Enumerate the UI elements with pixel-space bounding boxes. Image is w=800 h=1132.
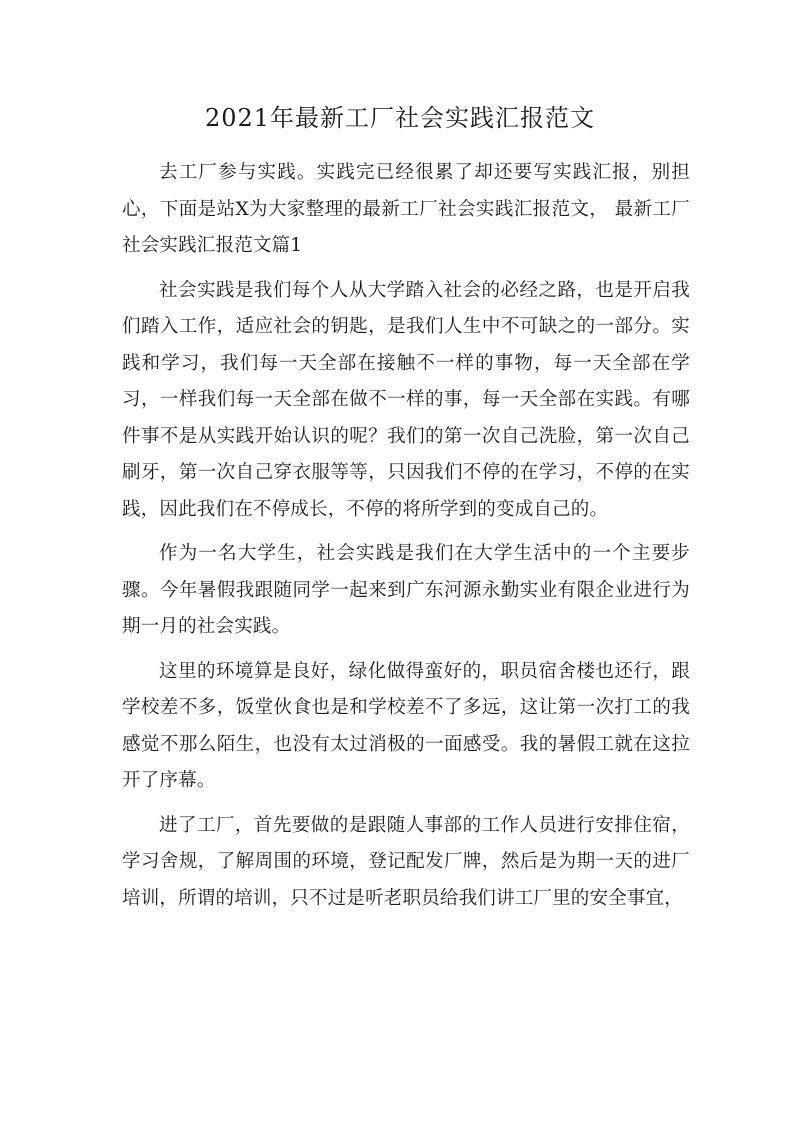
paragraph-entering-factory: 进了工厂，首先要做的是跟随人事部的工作人员进行安排住宿，学习舍规，了解周围的环境，登记配发厂牌，然后是为期一天的进厂培训，所谓的培训，只不过是听老职员给我们讲工厂里的安全事宜， — [122, 814, 690, 909]
document-title: 2021年最新工厂社会实践汇报范文 — [204, 104, 596, 132]
paragraph-environment: 这里的环境算是良好，绿化做得蛮好的，职员宿舍楼也还行，跟学校差不多，饭堂伙食也是和学校差不了多远，这让第一次打工的我感觉不那么陌生，也没有太过消极的一面感受。我的暑假工就在这拉开了序幕。 — [122, 660, 690, 791]
document-body — [122, 155, 690, 925]
paragraph-intro: 去工厂参与实践。实践完已经很累了却还要写实践汇报，别担心，下面是站X为大家整理的最新工厂社会实践汇报范文， 最新工厂社会实践汇报范文篇1 — [122, 162, 690, 256]
paragraph-student-role: 作为一名大学生，社会实践是我们在大学生活中的一个主要步骤。今年暑假我跟随同学一起来到广东河源永勤实业有限企业进行为期一月的社会实践。 — [122, 543, 690, 637]
paragraph-social-practice: 社会实践是我们每个人从大学踏入社会的必经之路，也是开启我们踏入工作，适应社会的钥匙，是我们人生中不可缺之的一部分。实践和学习，我们每一天全部在接触不一样的事物，每一天全部在学习，一样我们每一天全部在做不一样的事，每一天全部在实践。有哪件事不是从实践开始认识的呢？我们的第一次自己洗脸，第一次自己刷牙，第一次自己穿衣服等等，只因我们不停的在学习，不停的在实践，因此我们在不停成长，不停的将所学到的变成自己的。 — [122, 279, 690, 520]
